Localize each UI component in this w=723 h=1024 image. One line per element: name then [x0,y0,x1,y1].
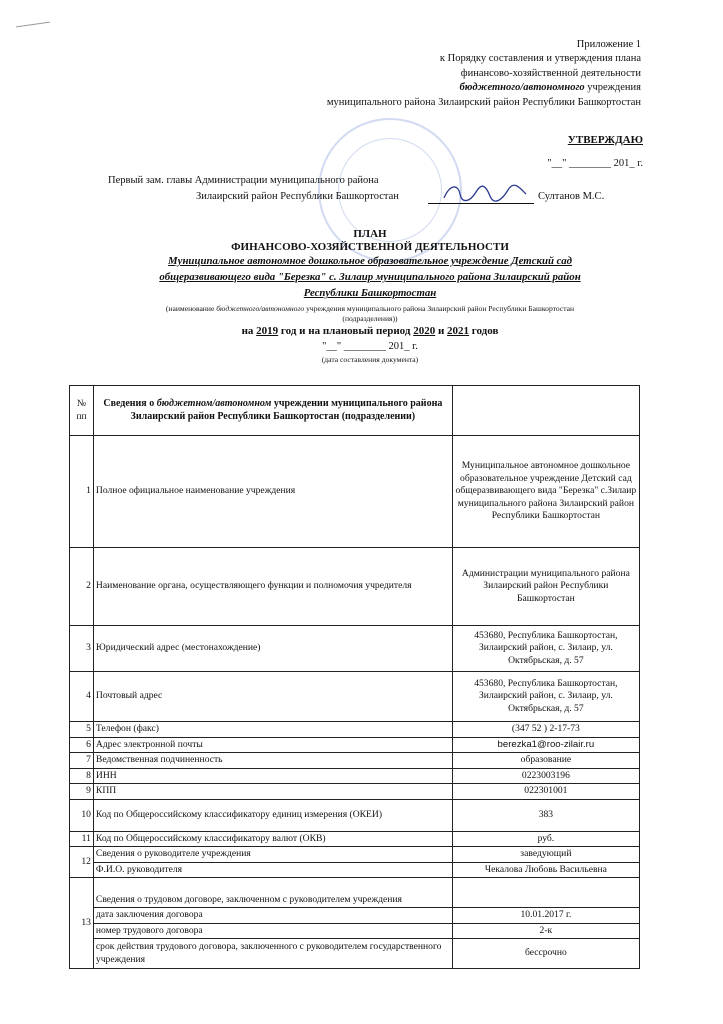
table-row [70,878,640,908]
table-row [70,722,640,738]
approver-name: Султанов М.С. [538,191,605,202]
row-number: 11 [70,831,94,847]
row-number: 9 [70,784,94,800]
row-value: 022301001 [452,784,639,800]
approve-title: УТВЕРЖДАЮ [567,134,643,146]
appendix-line-2: к Порядку составления и утверждения плана [439,53,641,65]
table-row [70,908,640,924]
row-value: 2-к [452,923,639,939]
row-label: Полное официальное наименование учреждения [93,436,452,548]
appendix-line-4-italic: бюджетного/автономного [459,82,585,94]
row-label: Адрес электронной почты [93,737,452,753]
email-value: berezka1@roo-zilair.ru [452,737,639,753]
row-label: Юридический адрес (местонахождение) [93,626,452,672]
row-label: Код по Общероссийскому классификатору валют (ОКВ) [93,831,452,847]
approver-position-line-1: Первый зам. главы Администрации муниципального района [108,175,379,186]
table-row [70,784,640,800]
row-label: Наименование органа, осуществляющего функции и полномочия учредителя [93,548,452,626]
org-caption-2: (подразделения)) [342,314,398,323]
row-label: Телефон (факс) [93,722,452,738]
row-label: Ведомственная подчиненность [93,753,452,769]
row-number: 5 [70,722,94,738]
row-value: Чекалова Любовь Васильевна [452,862,639,878]
appendix-line-4-rest: учреждения [584,82,641,94]
row-value: 453680, Республика Башкортостан, Зилаирский район, с. Зилаир, ул. Октябрьская, д. 57 [452,672,639,722]
row-number: 3 [70,626,94,672]
row-value: 10.01.2017 г. [452,908,639,924]
table-row [70,847,640,863]
row-label: Сведения о трудовом договоре, заключенном с руководителем учреждения [93,878,452,908]
approver-position-line-2: Зилаирский район Республики Башкортостан [196,191,399,202]
period-prefix: на [241,325,257,337]
header-number: № пп [70,386,94,436]
table-row [70,436,640,548]
row-value: руб. [452,831,639,847]
row-number: 4 [70,672,94,722]
org-name-line-1: Муниципальное автономное дошкольное образовательное учреждение Детский сад [168,255,572,267]
org-name-line-3: Республики Башкортостан [303,287,437,299]
appendix-line-3: финансово-хозяйственной деятельности [460,67,641,79]
row-label: Ф.И.О. руководителя [93,862,452,878]
row-label: ИНН [93,768,452,784]
table-row [70,862,640,878]
header-info-a: Сведения о [103,398,157,409]
row-value: 0223003196 [452,768,639,784]
table-row [70,737,640,753]
header-info [93,386,452,436]
table-row [70,831,640,847]
row-value: Администрации муниципального района Зилаирский район Республики Башкортостан [452,548,639,626]
period-mid: год и на плановый период [278,325,414,337]
table-row [70,939,640,969]
period-suffix: годов [469,325,499,337]
row-number: 7 [70,753,94,769]
row-label: дата заключения договора [93,908,452,924]
document-date: "__" ________ 201_ г. [322,341,418,352]
appendix-header [221,38,641,110]
table-row [70,923,640,939]
period-and: и [435,325,448,337]
header-value [452,386,639,436]
appendix-line-5: муниципального района Зилаирский район Республики Башкортостан [326,96,641,108]
row-number: 1 [70,436,94,548]
table-row [70,672,640,722]
row-value: заведующий [452,847,639,863]
row-value [452,878,639,908]
row-label: Почтовый адрес [93,672,452,722]
row-number: 8 [70,768,94,784]
org-caption-b: учреждения муниципального района Зилаирский район Республики Башкортостан [304,304,575,313]
institution-info-table [69,385,640,969]
row-number: 2 [70,548,94,626]
row-number: 12 [70,847,94,878]
plan-title: ПЛАН [353,228,387,240]
table-row [70,548,640,626]
row-value: образование [452,753,639,769]
row-label: Код по Общероссийскому классификатору единиц измерения (ОКЕИ) [93,799,452,831]
table-header-row [70,386,640,436]
row-number: 10 [70,799,94,831]
row-label: срок действия трудового договора, заключенного с руководителем государственного учреждения [93,939,452,969]
org-name-line-2: общеразвивающего вида "Березка" с. Зилаир муниципального района Зилаирский район [159,271,581,283]
appendix-line-1: Приложение 1 [576,39,641,50]
org-caption [90,304,650,314]
row-value: 453680, Республика Башкортостан, Зилаирский район, с. Зилаир, ул. Октябрьская, д. 57 [452,626,639,672]
row-number: 6 [70,737,94,753]
year-current: 2019 [256,325,279,337]
row-number: 13 [70,878,94,969]
row-label: номер трудового договора [93,923,452,939]
table-row [70,768,640,784]
row-value: Муниципальное автономное дошкольное образовательное учреждение Детский сад общеразвивающего вида "Березка" с.Зилаир муниципального района Зилаирский район Республики Башкортостан [452,436,639,548]
org-caption-italic: бюджетного/автономного [216,304,305,313]
handwritten-signature [440,180,530,206]
row-label: КПП [93,784,452,800]
year-plan-2: 2021 [447,325,470,337]
row-value: (347 52 ) 2-17-73 [452,722,639,738]
header-info-b: учреждении муниципального района Зилаирский район Республики Башкортостан (подразделении) [130,398,443,422]
row-value: 383 [452,799,639,831]
year-plan-1: 2020 [413,325,436,337]
appendix-line-4 [221,81,641,95]
table-row [70,799,640,831]
header-info-italic: бюджетном/автономном [156,398,272,409]
scan-mark [16,22,50,28]
plan-period [90,325,650,337]
document-date-caption: (дата составления документа) [321,355,419,364]
fhd-title: ФИНАНСОВО-ХОЗЯЙСТВЕННОЙ ДЕЯТЕЛЬНОСТИ [231,241,509,253]
approve-date: "__" ________ 201_ г. [547,158,643,169]
row-label: Сведения о руководителе учреждения [93,847,452,863]
row-value: бессрочно [452,939,639,969]
table-row [70,753,640,769]
org-caption-a: (наименование [165,304,217,313]
table-row [70,626,640,672]
